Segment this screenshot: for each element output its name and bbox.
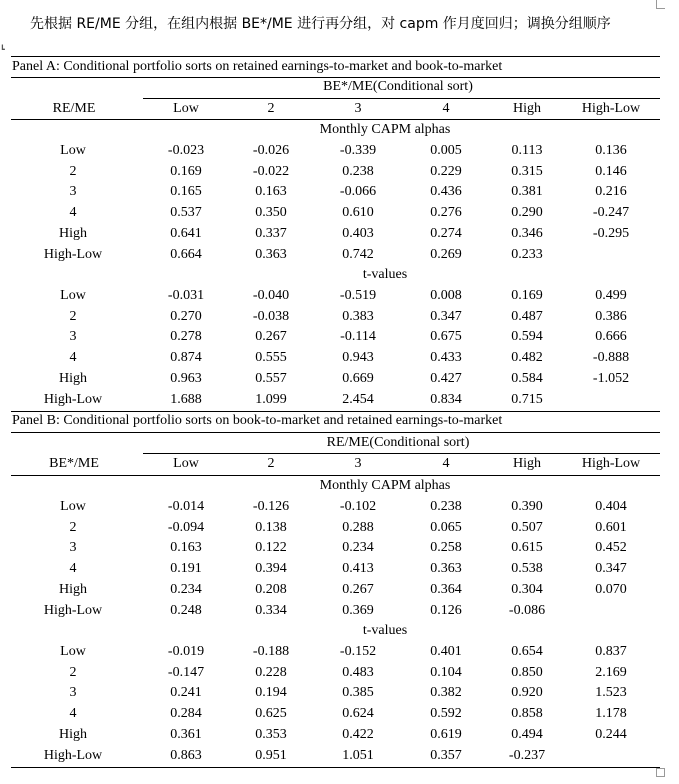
table-cell: 0.422 [342, 727, 374, 742]
row-label: 3 [69, 685, 77, 700]
column-header: Low [173, 456, 199, 471]
table-cell: 0.427 [430, 371, 462, 386]
table-cell: 0.163 [170, 540, 202, 555]
row-label: 4 [69, 706, 77, 721]
table-cell: 0.715 [511, 392, 543, 407]
table-cell: 1.099 [255, 392, 287, 407]
table-cell: 0.499 [595, 288, 627, 303]
table-cell: 0.413 [342, 561, 374, 576]
table-cell: 0.288 [342, 520, 374, 535]
table-cell: 0.165 [170, 184, 202, 199]
table-cell: 0.452 [595, 540, 627, 555]
top-border [11, 56, 660, 57]
table-cell: 0.433 [430, 350, 462, 365]
table-cell: 0.065 [430, 520, 462, 535]
row-label: Low [60, 644, 86, 659]
table-cell: 0.126 [430, 603, 462, 618]
table-cell: 0.241 [170, 685, 202, 700]
table-cell: 0.267 [342, 582, 374, 597]
row-label: 2 [69, 164, 77, 179]
table-cell: 0.104 [430, 665, 462, 680]
section-label: Monthly CAPM alphas [319, 122, 451, 137]
row-label: High-Low [43, 603, 103, 618]
table-cell: 0.385 [342, 685, 374, 700]
table-cell: 0.008 [430, 288, 462, 303]
table-cell: 0.238 [430, 499, 462, 514]
table-cell: 0.403 [342, 226, 374, 241]
table-cell: -1.052 [592, 371, 630, 386]
table-cell: 1.523 [595, 685, 627, 700]
table-cell: 0.369 [342, 603, 374, 618]
table-cell: 0.347 [430, 309, 462, 324]
table-cell: 0.070 [595, 582, 627, 597]
table-cell: 0.163 [255, 184, 287, 199]
table-cell: 0.619 [430, 727, 462, 742]
table-cell: 0.507 [511, 520, 543, 535]
table-cell: -0.295 [592, 226, 630, 241]
column-header: 2 [267, 101, 275, 116]
table-cell: 0.234 [342, 540, 374, 555]
table-cell: 0.353 [255, 727, 287, 742]
table-cell: 0.610 [342, 205, 374, 220]
panel-a-title-rule [11, 77, 660, 78]
table-cell: 0.274 [430, 226, 462, 241]
page-heading: 先根据 RE/ME 分组，在组内根据 BE*/ME 进行再分组，对 capm 作月度回归；调换分组顺序 [30, 16, 611, 32]
table-cell: 0.267 [255, 329, 287, 344]
table-cell: -0.031 [167, 288, 205, 303]
table-cell: 0.483 [342, 665, 374, 680]
panel-a-group-rule [143, 98, 660, 99]
table-cell: 0.943 [342, 350, 374, 365]
table-cell: -0.152 [339, 644, 377, 659]
table-cell: 0.675 [430, 329, 462, 344]
table-cell: -0.066 [339, 184, 377, 199]
table-cell: -0.339 [339, 143, 377, 158]
table-cell: 0.601 [595, 520, 627, 535]
table-cell: 0.276 [430, 205, 462, 220]
table-cell: 0.592 [430, 706, 462, 721]
table-cell: 1.051 [342, 748, 374, 763]
table-cell: 0.482 [511, 350, 543, 365]
table-cell: 0.363 [255, 247, 287, 262]
table-cell: -0.237 [508, 748, 546, 763]
column-header: 4 [442, 456, 450, 471]
row-label: High-Low [43, 247, 103, 262]
panel-b-title: Panel B: Conditional portfolio sorts on book-to-market and retained earnings-to-market [12, 413, 503, 428]
table-cell: -0.126 [252, 499, 290, 514]
section-label: t-values [362, 623, 408, 638]
table-cell: -0.519 [339, 288, 377, 303]
table-cell: 0.874 [170, 350, 202, 365]
corner-mark-icon [656, 0, 665, 9]
table-cell: 0.383 [342, 309, 374, 324]
panel-b-top-rule [11, 411, 660, 412]
row-label: High-Low [43, 392, 103, 407]
table-cell: 0.386 [595, 309, 627, 324]
table-cell: 0.538 [511, 561, 543, 576]
row-label: 2 [69, 520, 77, 535]
table-cell: 1.688 [170, 392, 202, 407]
table-cell: 0.270 [170, 309, 202, 324]
table-cell: -0.247 [592, 205, 630, 220]
table-cell: 0.557 [255, 371, 287, 386]
table-cell: 0.742 [342, 247, 374, 262]
table-cell: 0.113 [511, 143, 543, 158]
table-cell: -0.086 [508, 603, 546, 618]
row-label: High [59, 226, 87, 241]
table-cell: 0.208 [255, 582, 287, 597]
table-cell: 0.361 [170, 727, 202, 742]
anchor-icon: ┗ [0, 45, 5, 54]
column-header: High-Low [581, 101, 641, 116]
panel-b-title-rule [11, 432, 660, 433]
table-cell: 1.178 [595, 706, 627, 721]
table-cell: -0.038 [252, 309, 290, 324]
table-cell: -0.094 [167, 520, 205, 535]
table-cell: 0.229 [430, 164, 462, 179]
row-label: Low [60, 288, 86, 303]
table-cell: 0.664 [170, 247, 202, 262]
row-label: 3 [69, 184, 77, 199]
table-cell: 0.834 [430, 392, 462, 407]
table-cell: 0.136 [595, 143, 627, 158]
table-cell: 0.005 [430, 143, 462, 158]
table-cell: 0.615 [511, 540, 543, 555]
table-cell: 0.146 [595, 164, 627, 179]
table-cell: 0.248 [170, 603, 202, 618]
panel-b-row-header: BE*/ME [49, 456, 99, 471]
table-cell: 0.337 [255, 226, 287, 241]
table-cell: 0.284 [170, 706, 202, 721]
table-cell: 0.169 [511, 288, 543, 303]
table-cell: 0.228 [255, 665, 287, 680]
table-cell: -0.147 [167, 665, 205, 680]
table-cell: 0.863 [170, 748, 202, 763]
table-cell: -0.040 [252, 288, 290, 303]
table-cell: -0.023 [167, 143, 205, 158]
table-cell: 0.666 [595, 329, 627, 344]
column-header: 2 [267, 456, 275, 471]
table-cell: 0.920 [511, 685, 543, 700]
table-cell: 0.555 [255, 350, 287, 365]
table-cell: 0.269 [430, 247, 462, 262]
table-cell: 0.347 [595, 561, 627, 576]
table-cell: 0.364 [430, 582, 462, 597]
row-label: 2 [69, 665, 77, 680]
section-label: Monthly CAPM alphas [319, 478, 451, 493]
table-cell: 0.963 [170, 371, 202, 386]
row-label: Low [60, 143, 86, 158]
row-label: 2 [69, 309, 77, 324]
table-cell: 0.138 [255, 520, 287, 535]
table-cell: 0.191 [170, 561, 202, 576]
table-cell: 0.238 [342, 164, 374, 179]
table-cell: 0.404 [595, 499, 627, 514]
column-header: 3 [354, 101, 362, 116]
table-cell: 0.381 [511, 184, 543, 199]
panel-a-header-rule [11, 119, 660, 120]
row-label: 4 [69, 561, 77, 576]
row-label: High [59, 582, 87, 597]
row-label: High [59, 727, 87, 742]
panel-b-group-header: RE/ME(Conditional sort) [326, 435, 470, 450]
panel-a-title: Panel A: Conditional portfolio sorts on retained earnings-to-market and book-to-market [12, 59, 503, 74]
table-cell: 0.390 [511, 499, 543, 514]
table-cell: -0.888 [592, 350, 630, 365]
table-cell: 0.654 [511, 644, 543, 659]
table-cell: 0.537 [170, 205, 202, 220]
row-label: 3 [69, 540, 77, 555]
table-cell: 0.346 [511, 226, 543, 241]
column-header: Low [173, 101, 199, 116]
table-cell: 0.122 [255, 540, 287, 555]
table-cell: -0.014 [167, 499, 205, 514]
table-cell: -0.019 [167, 644, 205, 659]
table-cell: 0.350 [255, 205, 287, 220]
table-cell: 0.850 [511, 665, 543, 680]
table-cell: 0.394 [255, 561, 287, 576]
table-cell: 0.233 [511, 247, 543, 262]
table-cell: -0.102 [339, 499, 377, 514]
table-cell: -0.114 [340, 329, 376, 344]
table-cell: 0.669 [342, 371, 374, 386]
table-cell: 0.584 [511, 371, 543, 386]
table-cell: 0.594 [511, 329, 543, 344]
table-cell: 0.234 [170, 582, 202, 597]
row-label: 3 [69, 329, 77, 344]
table-cell: -0.188 [252, 644, 290, 659]
table-cell: 0.436 [430, 184, 462, 199]
row-label: High [59, 371, 87, 386]
column-header: High [513, 456, 541, 471]
table-cell: 0.951 [255, 748, 287, 763]
table-cell: 2.454 [342, 392, 374, 407]
table-cell: 0.244 [595, 727, 627, 742]
panel-a-row-header: RE/ME [52, 101, 96, 116]
table-cell: 0.624 [342, 706, 374, 721]
table-cell: 0.357 [430, 748, 462, 763]
column-header: 3 [354, 456, 362, 471]
table-cell: -0.026 [252, 143, 290, 158]
table-cell: 0.169 [170, 164, 202, 179]
table-cell: 0.334 [255, 603, 287, 618]
table-cell: -0.022 [252, 164, 290, 179]
table-cell: 0.278 [170, 329, 202, 344]
column-header: High [513, 101, 541, 116]
table-cell: 0.258 [430, 540, 462, 555]
table-cell: 0.487 [511, 309, 543, 324]
panel-a-group-header: BE*/ME(Conditional sort) [323, 79, 473, 94]
row-label: High-Low [43, 748, 103, 763]
row-label: 4 [69, 205, 77, 220]
panel-b-header-rule [11, 475, 660, 476]
table-cell: 0.837 [595, 644, 627, 659]
column-header: High-Low [581, 456, 641, 471]
table-cell: 0.216 [595, 184, 627, 199]
table-cell: 0.315 [511, 164, 543, 179]
table-cell: 0.304 [511, 582, 543, 597]
table-cell: 0.363 [430, 561, 462, 576]
section-label: t-values [362, 267, 408, 282]
bottom-border [11, 767, 660, 768]
row-label: 4 [69, 350, 77, 365]
column-header: 4 [442, 101, 450, 116]
row-label: Low [60, 499, 86, 514]
table-cell: 0.494 [511, 727, 543, 742]
table-cell: 0.401 [430, 644, 462, 659]
table-cell: 0.194 [255, 685, 287, 700]
table-cell: 0.641 [170, 226, 202, 241]
table-cell: 0.858 [511, 706, 543, 721]
table-cell: 0.290 [511, 205, 543, 220]
resize-handle-icon [656, 768, 665, 777]
table-cell: 2.169 [595, 665, 627, 680]
table-cell: 0.382 [430, 685, 462, 700]
panel-b-group-rule [143, 453, 660, 454]
table-cell: 0.625 [255, 706, 287, 721]
